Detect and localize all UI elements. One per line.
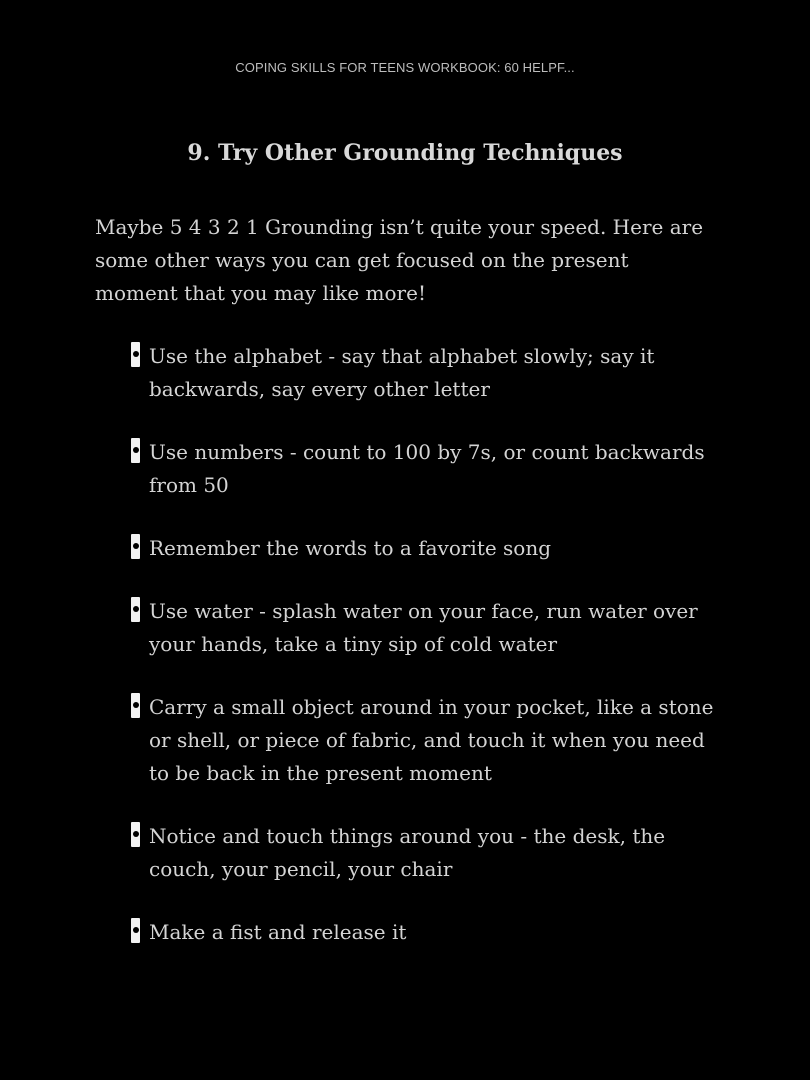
running-header-title: COPING SKILLS FOR TEENS WORKBOOK: 60 HELPF... <box>235 60 575 75</box>
bullet-icon <box>131 342 140 367</box>
list-item-text: Remember the words to a favorite song <box>149 536 552 560</box>
list-item <box>0 916 729 949</box>
list-item-text: Use the alphabet - say that alphabet slowly; say it backwards, say every other letter <box>149 344 655 401</box>
bullet-icon <box>131 438 140 463</box>
bullet-icon <box>131 918 140 943</box>
list-item-text: Carry a small object around in your pocket, like a stone or shell, or piece of fabric, and touch it when you need to be back in the present moment <box>149 695 714 785</box>
bullet-icon <box>131 534 140 559</box>
list-item-text: Notice and touch things around you - the desk, the couch, your pencil, your chair <box>149 824 666 881</box>
list-item <box>0 820 729 886</box>
bullet-icon <box>131 597 140 622</box>
list-item-text: Use water - splash water on your face, run water over your hands, take a tiny sip of cold water <box>149 599 698 656</box>
bullet-icon <box>131 822 140 847</box>
list-item <box>0 595 729 661</box>
grounding-techniques-list <box>0 340 810 979</box>
bullet-icon <box>131 693 140 718</box>
list-item <box>0 340 729 406</box>
list-item-text: Make a fist and release it <box>149 920 407 944</box>
list-item <box>0 691 729 790</box>
list-item <box>0 436 729 502</box>
section-heading: 9. Try Other Grounding Techniques <box>187 140 623 166</box>
list-item <box>0 532 729 565</box>
intro-paragraph: Maybe 5 4 3 2 1 Grounding isn’t quite your speed. Here are some other ways you can get focused on the present moment that you may like more! <box>95 215 704 305</box>
list-item-text: Use numbers - count to 100 by 7s, or count backwards from 50 <box>149 440 705 497</box>
